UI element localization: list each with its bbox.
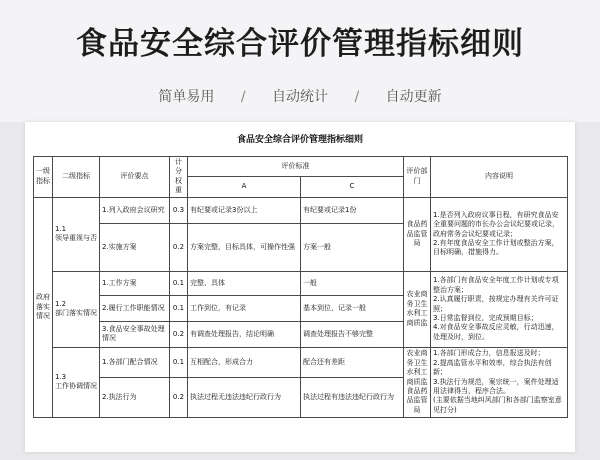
dept-cell: 食品药品监管局 <box>404 197 431 271</box>
header-weight: 计分权重 <box>170 157 188 198</box>
header-level2: 二级指标 <box>53 157 100 198</box>
document-sheet <box>25 122 575 452</box>
desc-cell: 1.各部门形成合力，信息报送及时； 2.提高监管水平和效率，综合执法有创新； 3.执法行为规范，案宗统一，案件处理适用法律得当，程序合法。 (主要依据当地纠风部门和各部门监察室意见打分) <box>431 347 568 417</box>
level2-cell: 1.1 领导重视与否 <box>53 197 100 271</box>
point-cell: 2.履行工作职能情况 <box>100 295 170 321</box>
weight-cell: 0.3 <box>170 197 188 223</box>
point-cell: 2.实施方案 <box>100 223 170 271</box>
header-col-a: A <box>188 177 301 197</box>
document-title: 食品安全综合评价管理指标细则 <box>236 135 363 145</box>
standard-a-cell: 执法过程无违法违纪行政行为 <box>188 377 301 417</box>
feature-tag: 简单易用 <box>158 89 215 105</box>
standard-c-cell: 执法过程有违法违纪行政行为 <box>301 377 404 417</box>
header-banner <box>0 0 600 122</box>
weight-cell: 0.1 <box>170 347 188 377</box>
feature-tags <box>0 86 600 106</box>
standard-a-cell: 有调查处理报告，结论明确 <box>188 321 301 347</box>
level2-cell: 1.3 工作协调情况 <box>53 347 100 417</box>
standard-c-cell: 配合还有差距 <box>301 347 404 377</box>
header-points: 评价要点 <box>100 157 170 198</box>
header-level1: 一级指标 <box>34 157 53 198</box>
feature-tag: 自动统计 <box>272 89 328 105</box>
criteria-table <box>33 156 568 418</box>
desc-cell: 1.是否列入政府议事日程，有研究食品安全重要问题的市长办公会议纪要或记录，政府常务会议纪要或记录； 2.有年度食品安全工作计划或整治方案，目标明确，措施得力。 <box>431 197 568 271</box>
header-dept: 评价部门 <box>404 157 431 198</box>
header-standard: 评价标准 <box>188 157 404 177</box>
point-cell: 1.各部门配合情况 <box>100 347 170 377</box>
level1-cell: 政府落实情况 <box>34 197 53 417</box>
point-cell: 1.工作方案 <box>100 271 170 295</box>
standard-c-cell: 调查处理报告不够完整 <box>301 321 404 347</box>
dept-cell: 农业商务卫生水利工商质监食品药品监管局 <box>404 347 431 417</box>
weight-cell: 0.2 <box>170 223 188 271</box>
desc-cell: 1.各部门有食品安全年度工作计划或专项整治方案； 2.认真履行职责，按规定办理有关许可证照； 3.日常监督到位，完成预期目标； 4.对食品安全事故反应灵敏，行动迅速，处理及时，到位。 <box>431 271 568 347</box>
tag-separator: / <box>240 89 246 105</box>
tag-separator: / <box>354 89 360 105</box>
weight-cell: 0.1 <box>170 271 188 295</box>
page-title: 食品安全综合评价管理指标细则 <box>76 26 524 62</box>
standard-a-cell: 方案完整，目标具体，可操作性强 <box>188 223 301 271</box>
dept-cell: 农业商务卫生水利工商质监 <box>404 271 431 347</box>
header-desc: 内容说明 <box>431 157 568 198</box>
weight-cell: 0.2 <box>170 321 188 347</box>
standard-c-cell: 有纪要或记录1份 <box>301 197 404 223</box>
standard-a-cell: 互相配合，形成合力 <box>188 347 301 377</box>
feature-tag: 自动更新 <box>385 89 442 105</box>
standard-a-cell: 完整、具体 <box>188 271 301 295</box>
level2-cell: 1.2 部门落实情况 <box>53 271 100 347</box>
weight-cell: 0.1 <box>170 295 188 321</box>
standard-c-cell: 一般 <box>301 271 404 295</box>
standard-a-cell: 工作到位，有记录 <box>188 295 301 321</box>
point-cell: 1.列入政府会议研究 <box>100 197 170 223</box>
point-cell: 2.执法行为 <box>100 377 170 417</box>
point-cell: 3.食品安全事故处理情况 <box>100 321 170 347</box>
header-col-c: C <box>301 177 404 197</box>
standard-c-cell: 方案一般 <box>301 223 404 271</box>
weight-cell: 0.2 <box>170 377 188 417</box>
standard-c-cell: 基本到位，记录一般 <box>301 295 404 321</box>
standard-a-cell: 有纪要或记录3份以上 <box>188 197 301 223</box>
